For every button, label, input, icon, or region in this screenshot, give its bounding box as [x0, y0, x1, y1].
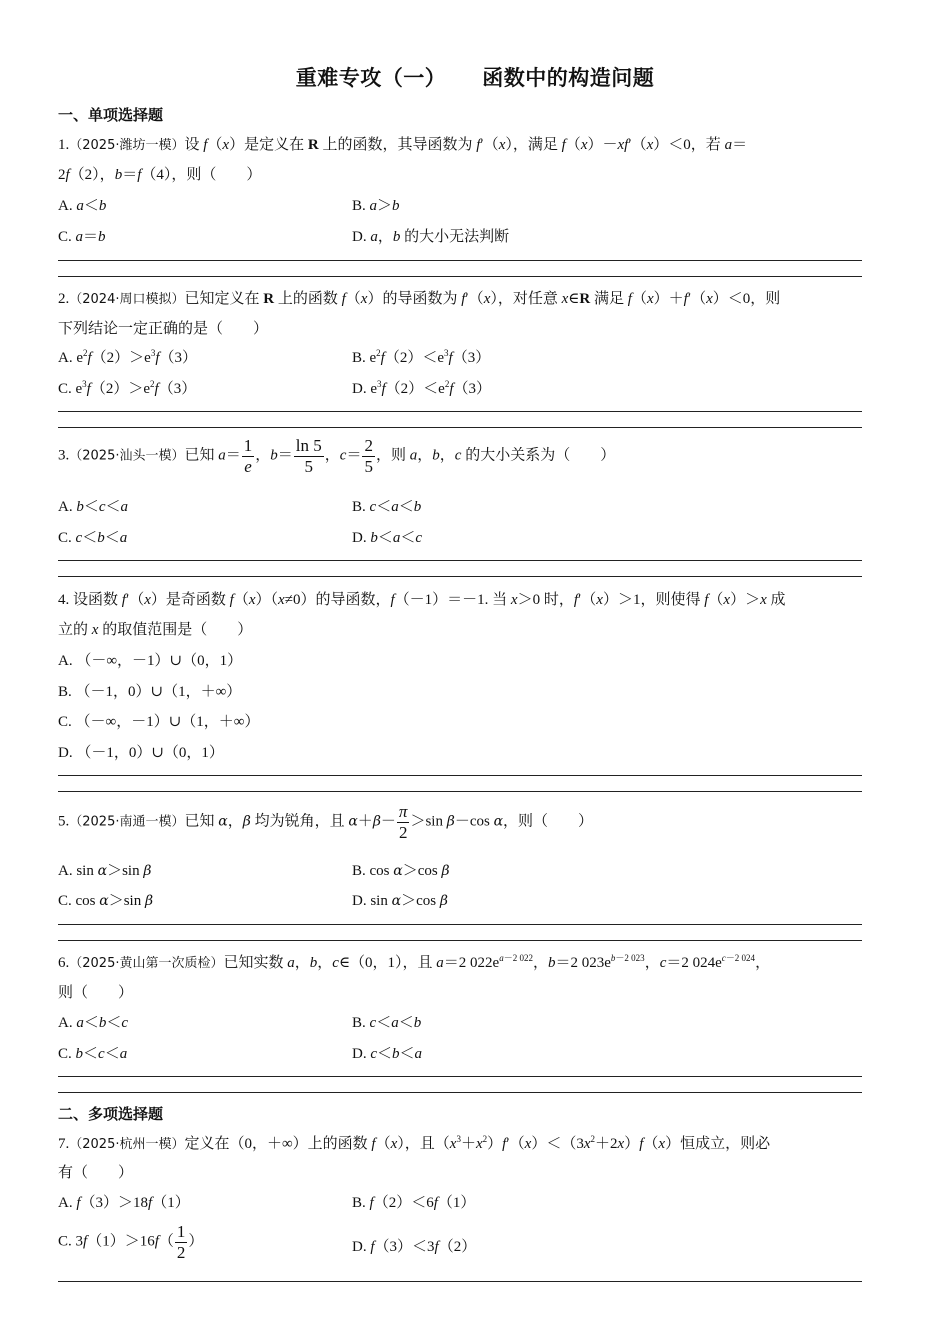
q2-stem-line2: 下列结论一定正确的是（ ） [58, 321, 269, 337]
q3-option-a[interactable]: A. b＜c＜a [58, 499, 129, 515]
q5-option-c[interactable]: C. cos α＞sin β [58, 893, 154, 909]
page-title [0, 62, 950, 92]
q5-option-b[interactable]: B. cos α＞cos β [352, 863, 450, 879]
answer-line [58, 411, 862, 412]
answer-line [58, 1076, 862, 1077]
q5-stem: 5.（2025·南通一模）已知 α，β 均为锐角，且 α＋β－ $\frac{\pi}{2}$ ＞sin β－cos α，则（ ） [58, 802, 594, 842]
q5-option-a[interactable]: A. sin α＞sin β [58, 863, 152, 879]
q4-option-c[interactable]: C. （－∞，－1）∪（1，＋∞） [58, 714, 260, 730]
answer-line [58, 427, 862, 428]
q7-option-a[interactable]: A. f（3）＞18f（1） [58, 1195, 190, 1211]
q3-option-c[interactable]: C. c＜b＜a [58, 530, 128, 546]
q7-option-c[interactable]: C. 3f（1）＞16f（ $\frac{1}{2}$ ） [58, 1222, 204, 1262]
answer-line [58, 940, 862, 941]
answer-line [58, 260, 862, 261]
answer-line [58, 1281, 862, 1282]
q6-stem-line1: 6.（2025·黄山第一次质检）已知实数 a，b，c∈（0，1），且 a＝2 $022e^{a-2 022}$，b＝2 $023e^{b-2 023}$，c＝2 $024e^{c-2 024}$， [58, 953, 771, 971]
q6-option-a[interactable]: A. a＜b＜c [58, 1015, 129, 1031]
q6-option-c[interactable]: C. b＜c＜a [58, 1046, 128, 1062]
q4-stem-line1: 4. 设函数 f′（x）是奇函数 f（x）（x≠0）的导函数，f（－1）＝－1. 当 x＞0 时，f′（x）＞1，则使得 f（x）＞x 成 [58, 592, 786, 608]
q6-option-b[interactable]: B. c＜a＜b [352, 1015, 422, 1031]
q1-stem-line2: 2f（2），b＝f（4），则（ ） [58, 167, 262, 183]
q4-stem-line2: 立的 x 的取值范围是（ ） [58, 622, 253, 638]
answer-line [58, 791, 862, 792]
q5-option-d[interactable]: D. sin α＞cos β [352, 893, 448, 909]
q2-option-a[interactable]: A. $e^2f(2)>e^3f(3)$ [58, 348, 198, 366]
q4-option-a[interactable]: A. （－∞，－1）∪（0，1） [58, 653, 243, 669]
answer-line [58, 576, 862, 577]
q1-option-a[interactable]: A. a＜b [58, 198, 107, 214]
q2-stem-line1: 2.（2024·周口模拟）已知定义在 R 上的函数 f（x）的导函数为 f′（x），对任意 x∈R 满足 f（x）＋f′（x）＜0，则 [58, 291, 781, 307]
q7-stem-line1: 7.（2025·杭州一模）定义在（0，＋∞）上的函数 f（x），且$(x^3+x^2)f'(x)<(3x^2+2x)f(x)$恒成立，则必 [58, 1134, 771, 1152]
answer-line [58, 560, 862, 561]
q1-option-d[interactable]: D. a，b 的大小无法判断 [352, 229, 510, 245]
q6-stem-line2: 则（ ） [58, 985, 134, 1001]
q6-option-d[interactable]: D. c＜b＜a [352, 1046, 423, 1062]
q7-option-b[interactable]: B. f（2）＜6f（1） [352, 1195, 476, 1211]
answer-line [58, 924, 862, 925]
q7-stem-line2: 有（ ） [58, 1165, 134, 1181]
q2-option-b[interactable]: B. $e^2f(2)<e^3f(3)$ [352, 348, 491, 366]
q1-stem-line1: 1.（2025·潍坊一模）设 f（x）是定义在 R 上的函数，其导函数为 f′（x），满足 f（x）－xf′（x）＜0，若 a＝ [58, 137, 748, 153]
q1-option-b[interactable]: B. a＞b [352, 198, 400, 214]
q2-option-c[interactable]: C. $e^3f(2)>e^2f(3)$ [58, 379, 197, 397]
q4-option-b[interactable]: B. （－1，0）∪（1，＋∞） [58, 684, 242, 700]
q2-option-d[interactable]: D. $e^3f(2)<e^2f(3)$ [352, 379, 492, 397]
title-part1: 重难专攻（一） [295, 66, 447, 90]
answer-line [58, 1092, 862, 1093]
title-part2: 函数中的构造问题 [482, 66, 655, 90]
q3-option-d[interactable]: D. b＜a＜c [352, 530, 423, 546]
answer-line [58, 276, 862, 277]
section-multi-choice: 二、多项选择题 [58, 1105, 164, 1123]
q7-option-d[interactable]: D. f（3）＜3f（2） [352, 1239, 477, 1255]
answer-line [58, 775, 862, 776]
q1-option-c[interactable]: C. a＝b [58, 229, 106, 245]
q4-option-d[interactable]: D. （－1，0）∪（0，1） [58, 745, 224, 761]
q3-option-b[interactable]: B. c＜a＜b [352, 499, 422, 515]
q3-stem: 3.（2025·汕头一模）已知 a＝ $\frac{1}{e}$ ，b＝ $\frac{\ln 5}{5}$ ，c＝ $\frac{2}{5}$ ，则 a，b，c 的大小关系为（ ） [58, 436, 616, 476]
section-single-choice: 一、单项选择题 [58, 106, 164, 124]
